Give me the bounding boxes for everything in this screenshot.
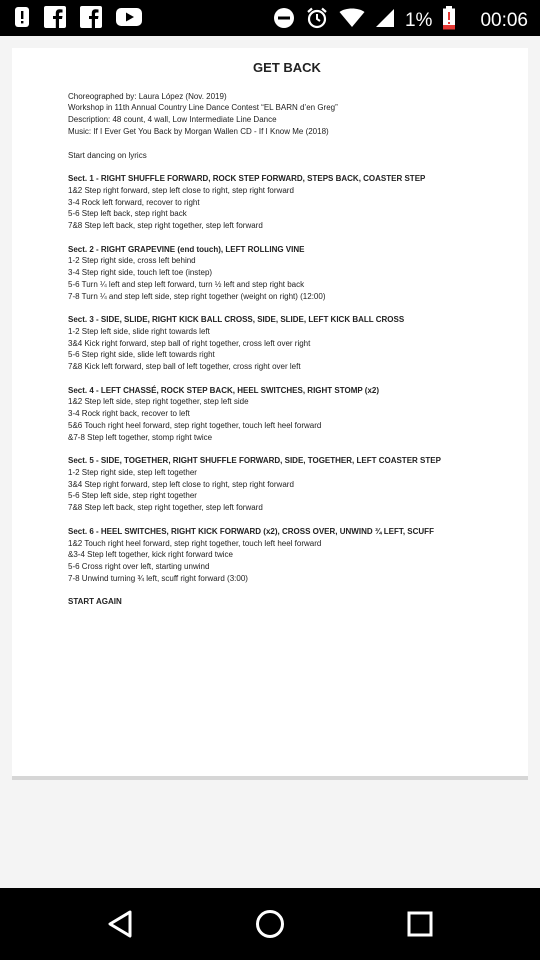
wifi-icon [339, 8, 365, 33]
start-again-label: START AGAIN [68, 597, 122, 607]
section-3 [68, 314, 488, 373]
section-heading: Sect. 6 - HEEL SWITCHES, RIGHT KICK FORWARD (x2), CROSS OVER, UNWIND ¾ LEFT, SCUFF [68, 526, 434, 536]
info-line: Workshop in 11th Annual Country Line Dance Contest “EL BARN d’en Greg” [68, 103, 338, 113]
step-line: 7&8 Kick left forward, step ball of left together, cross right over left [68, 362, 301, 372]
battery-low-icon [442, 6, 456, 35]
document-content [68, 62, 488, 608]
section-heading: Sect. 4 - LEFT CHASSÉ, ROCK STEP BACK, HEEL SWITCHES, RIGHT STOMP (x2) [68, 385, 380, 395]
section-heading: Sect. 5 - SIDE, TOGETHER, RIGHT SHUFFLE FORWARD, SIDE, TOGETHER, LEFT COASTER STEP [68, 456, 441, 466]
step-line: 7-8 Turn ¼ and step left side, step right together (weight on right) (12:00) [68, 291, 326, 301]
clock: 00:06 [480, 9, 528, 31]
section-1 [68, 173, 488, 232]
system-status [273, 6, 528, 35]
notification-icons [14, 6, 142, 33]
step-line: &7-8 Step left together, stomp right twice [68, 432, 213, 442]
status-bar [0, 0, 540, 36]
step-line: 1-2 Step right side, cross left behind [68, 256, 196, 266]
section-heading: Sect. 1 - RIGHT SHUFFLE FORWARD, ROCK STEP FORWARD, STEPS BACK, COASTER STEP [68, 174, 426, 184]
section-5 [68, 455, 488, 514]
section-heading: Sect. 2 - RIGHT GRAPEVINE (end touch), LEFT ROLLING VINE [68, 244, 305, 254]
step-line: 3-4 Step right side, touch left toe (instep) [68, 268, 213, 278]
page-edge [12, 776, 528, 780]
facebook-icon [44, 6, 66, 33]
step-line: 3&4 Step right forward, step left close to right, step right forward [68, 479, 294, 489]
step-line: 1-2 Step left side, slide right towards left [68, 326, 210, 336]
signal-icon [375, 8, 395, 33]
step-line: 7&8 Step left back, step right together, step left forward [68, 221, 263, 231]
document-title: GET BACK [253, 60, 321, 75]
section-2 [68, 244, 488, 303]
home-icon[interactable] [254, 908, 286, 945]
navigation-bar [0, 888, 540, 960]
alarm-icon [305, 6, 329, 35]
section-6 [68, 526, 488, 585]
step-line: 5-6 Step right side, slide left towards right [68, 350, 215, 360]
step-line: 5-6 Step left side, step right together [68, 491, 197, 501]
back-icon[interactable] [104, 908, 136, 945]
info-line: Music: If I Ever Get You Back by Morgan Wallen CD - If I Know Me (2018) [68, 126, 329, 136]
info-line: Choreographed by: Laura López (Nov. 2019) [68, 91, 227, 101]
facebook-icon [80, 6, 102, 33]
alert-icon [14, 6, 30, 33]
step-line: 5-6 Turn ¼ left and step left forward, turn ½ left and step right back [68, 279, 305, 289]
section-heading: Sect. 3 - SIDE, SLIDE, RIGHT KICK BALL CROSS, SIDE, SLIDE, LEFT KICK BALL CROSS [68, 315, 405, 325]
step-line: 5&6 Touch right heel forward, step right together, touch left heel forward [68, 420, 322, 430]
step-line: 1&2 Step right forward, step left close to right, step right forward [68, 185, 294, 195]
step-line: 7-8 Unwind turning ¾ left, scuff right forward (3:00) [68, 573, 248, 583]
step-line: 3&4 Kick right forward, step ball of right together, cross left over right [68, 338, 311, 348]
step-line: 1&2 Step left side, step right together, step left side [68, 397, 249, 407]
info-line: Description: 48 count, 4 wall, Low Intermediate Line Dance [68, 115, 277, 125]
step-line: 7&8 Step left back, step right together, step left forward [68, 503, 263, 513]
recents-icon[interactable] [404, 908, 436, 945]
step-line: 5-6 Cross right over left, starting unwind [68, 561, 210, 571]
step-line: 3-4 Rock right back, recover to left [68, 409, 190, 419]
do-not-disturb-icon [273, 7, 295, 34]
step-line: &3-4 Step left together, kick right forward twice [68, 550, 233, 560]
battery-percent: 1% [404, 9, 433, 31]
start-note: Start dancing on lyrics [68, 150, 147, 160]
step-line: 5-6 Step left back, step right back [68, 209, 187, 219]
step-line: 3-4 Rock left forward, recover to right [68, 197, 200, 207]
section-4 [68, 385, 488, 444]
youtube-icon [116, 7, 142, 32]
step-line: 1-2 Step right side, step left together [68, 467, 197, 477]
info-block [68, 91, 488, 138]
step-line: 1&2 Touch right heel forward, step right together, touch left heel forward [68, 538, 322, 548]
